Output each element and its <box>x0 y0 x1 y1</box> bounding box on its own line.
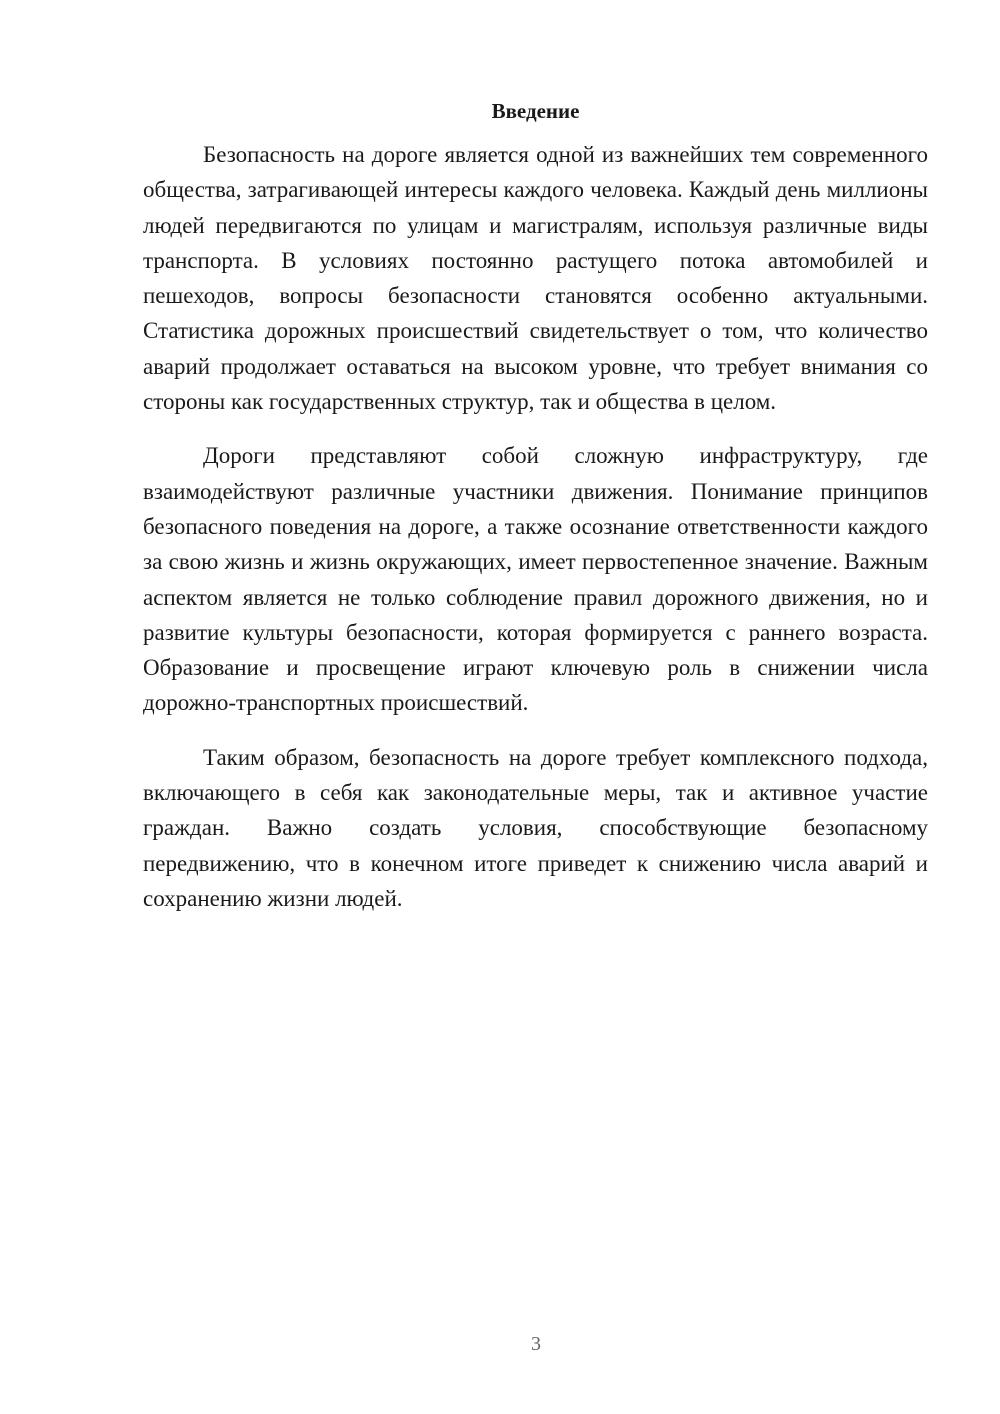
paragraph-2: Дороги представляют собой сложную инфраструктуру, где взаимодействуют различные участники движения. Понимание принципов безопасного поведения на дороге, а также осознание ответственности каждого за свою жизнь и жизнь окружающих, имеет первостепенное значение. Важным аспектом является не только соблюдение правил дорожного движения, но и развитие культуры безопасности, которая формируется с раннего возраста. Образование и просвещение играют ключевую роль в снижении числа дорожно-транспортных происшествий. <box>143 443 928 716</box>
paragraph-1: Безопасность на дороге является одной из важнейших тем современного общества, затрагивающей интересы каждого человека. Каждый день миллионы людей передвигаются по улицам и магистралям, используя различные виды транспорта. В условиях постоянно растущего потока автомобилей и пешеходов, вопросы безопасности становятся особенно актуальными. Статистика дорожных происшествий свидетельствует о том, что количество аварий продолжает оставаться на высоком уровне, что требует внимания со стороны как государственных структур, так и общества в целом. <box>143 142 928 415</box>
section-heading: Введение <box>491 99 580 123</box>
page-content <box>143 95 928 935</box>
paragraph-3: Таким образом, безопасность на дороге требует комплексного подхода, включающего в себя как законодательные меры, так и активное участие граждан. Важно создать условия, способствующие безопасному передвижению, что в конечном итоге приведет к снижению числа аварий и сохранению жизни людей. <box>143 744 928 911</box>
page-number: 3 <box>531 1333 541 1355</box>
